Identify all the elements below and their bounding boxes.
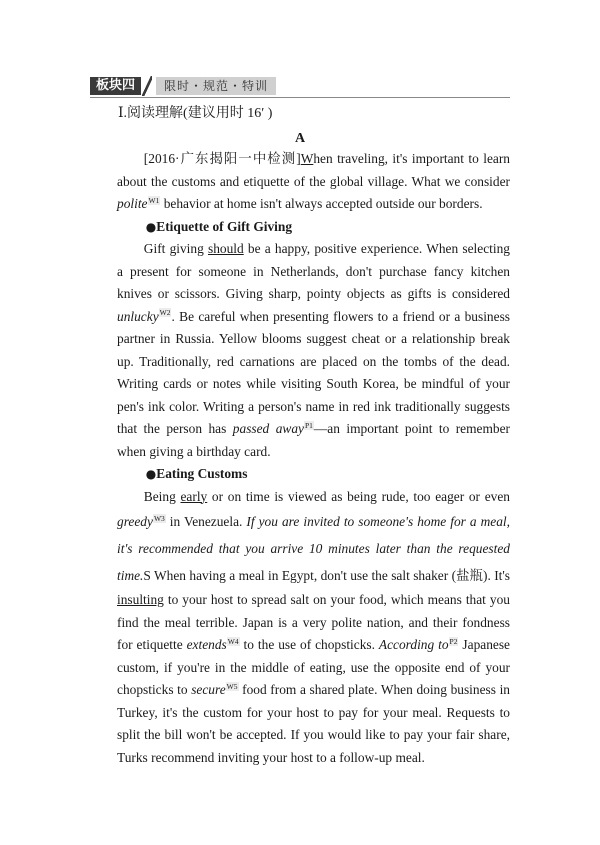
vocab-extends: extends <box>186 637 227 652</box>
passage-body <box>117 148 510 769</box>
bullet-icon: ● <box>145 467 157 481</box>
banner-slash-decoration <box>142 76 152 96</box>
marker-s: S <box>143 568 151 583</box>
word-should: should <box>208 241 244 256</box>
passage-letter: A <box>294 131 306 146</box>
marker-p2: P2 <box>449 636 458 646</box>
section-banner <box>90 76 510 96</box>
vocab-secure: secure <box>191 682 226 697</box>
marker-p1: P1 <box>304 420 313 430</box>
banner-label: 板块四 <box>90 77 141 95</box>
vocab-greedy: greedy <box>117 514 153 529</box>
eating-heading: ●Eating Customs <box>145 466 248 481</box>
banner-subtitle: 限时・规范・特训 <box>156 77 276 95</box>
marker-w4: W4 <box>227 636 239 646</box>
source-tag: [2016·广东揭阳一中检测] <box>143 151 301 166</box>
intro-paragraph: [2016·广东揭阳一中检测]When traveling, it's important to learn about the customs and etiquette of the global village. What we consider polite$^{W1}$ behavior at home isn't always accepted outside our borders. <box>117 151 510 211</box>
word-early: early <box>180 488 208 504</box>
phrase-passed-away: passed away <box>232 421 304 436</box>
first-letter: W <box>300 151 314 166</box>
marker-w5: W5 <box>226 681 238 691</box>
marker-w2: W2 <box>159 308 171 318</box>
banner-rule <box>90 97 510 98</box>
gift-heading: ●Etiquette of Gift Giving <box>145 218 293 234</box>
italic-key-sentence: If you are invited to someone's home for a meal, it's recommended that you arrive 10 minutes later than the requested time. <box>117 514 511 583</box>
vocab-unlucky: unlucky <box>117 308 159 324</box>
gift-paragraph: Gift giving should be a happy, positive experience. When selecting a present for someone in Netherlands, don't purchase fancy kitchen knives or scissors. Giving sharp, pointy objects as gifts is considered unlucky$^{W2}$. Be careful when presenting flowers to a friend or a business partner in Russia. Yellow blooms suggest cheat or a relationship break up. Traditionally, red carnations are placed on the tombs of the dead. Writing cards or notes while visiting South Korea, be mindful of your pen's ink color. Writing a person's name in red ink traditionally suggests that the person has passed away$^{P1}$—an important point to remember when giving a birthday card. <box>117 241 510 459</box>
marker-w1: W1 <box>148 195 160 205</box>
bullet-icon: ● <box>145 219 157 234</box>
eating-paragraph: Being early or on time is viewed as being rude, too eager or even greedy$^{W3}$ in Venezuela. If you are invited to someone's home for a meal, it's recommended that you arrive 10 minutes later than the requested time.S When having a meal in Egypt, don't use the salt shaker (盐瓶). It's insulting to your host to spread salt on your food, which means that you find the meal terrible. Japan is a very polite nation, and their fondness for etiquette extends$^{W4}$ to the use of chopsticks. According $to^{P2}$ Japanese custom, if you're in the middle of eating, use the opposite end of your chopsticks to secure$^{W5}$ food from a shared plate. When doing business in Turkey, it's the custom for your host to pay for your meal. Requests to split the bill won't be accepted. If you would like to pay your fair share, Turks recommend inviting your host to a follow-up meal. <box>117 488 511 765</box>
phrase-according-to: According to <box>378 637 449 652</box>
word-insulting: insulting <box>117 592 164 607</box>
section-heading: Ⅰ.阅读理解(建议用时 16′ ) <box>118 106 273 121</box>
vocab-polite: polite <box>117 196 148 211</box>
marker-w3: W3 <box>153 513 165 523</box>
